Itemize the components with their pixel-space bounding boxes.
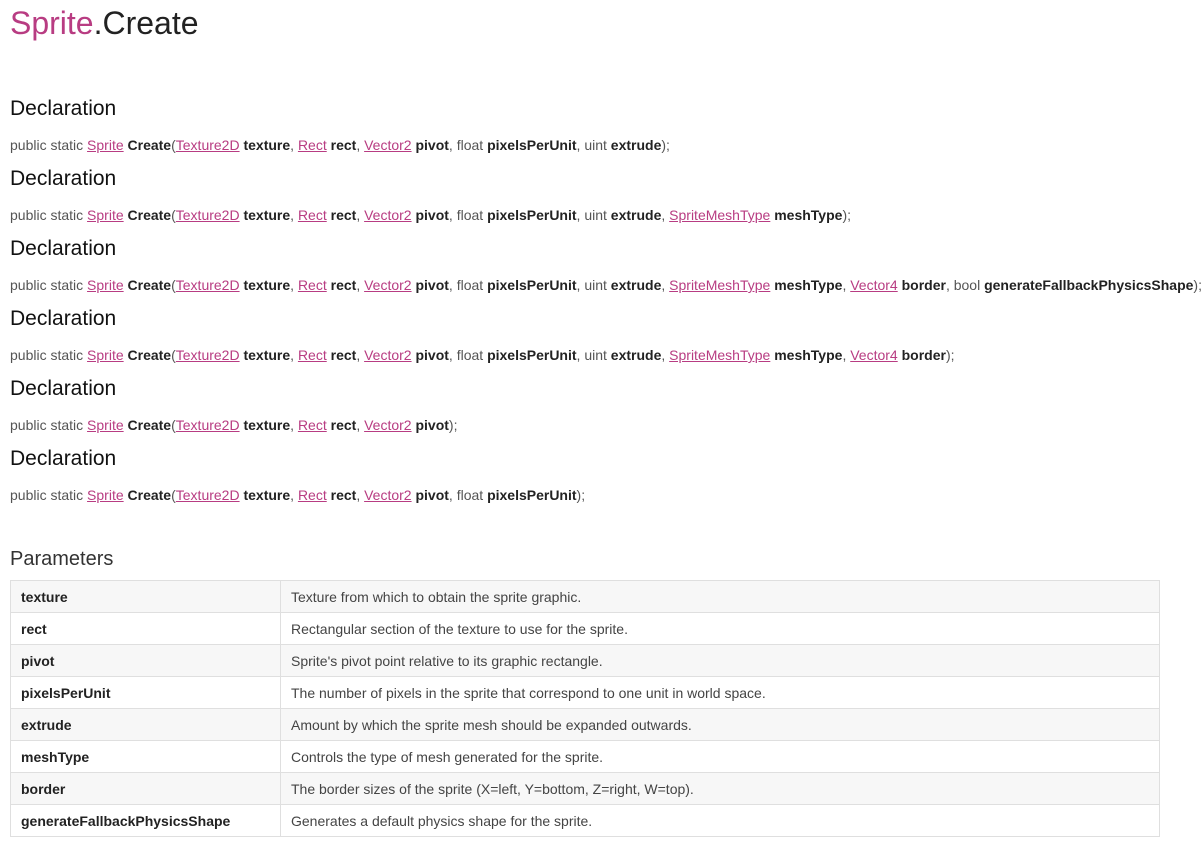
signature-text: , float [448, 277, 488, 293]
signature-text: ( [171, 347, 176, 363]
signature-identifier: pivot [411, 417, 449, 433]
signature-text: ); [945, 347, 955, 363]
type-link[interactable]: SpriteMeshType [669, 347, 771, 363]
signature-text: public static [10, 487, 88, 503]
signature-identifier: texture [239, 417, 291, 433]
signature-text: , [356, 277, 365, 293]
signature-text: , uint [576, 277, 611, 293]
parameter-description: Sprite's pivot point relative to its graphic rectangle. [281, 645, 1160, 677]
type-link[interactable]: Texture2D [175, 487, 240, 503]
page-title [10, 3, 199, 43]
signature-text: public static [10, 207, 88, 223]
signature-identifier: pivot [411, 347, 449, 363]
signature-text: ); [576, 487, 586, 503]
type-link[interactable]: Rect [297, 277, 327, 293]
signature-identifier: pixelsPerUnit [487, 207, 577, 223]
signature-text: , uint [576, 207, 611, 223]
signature-identifier: meshType [770, 207, 843, 223]
type-link[interactable]: SpriteMeshType [669, 207, 771, 223]
parameter-description: The border sizes of the sprite (X=left, Y=bottom, Z=right, W=top). [281, 773, 1160, 805]
parameter-description: Rectangular section of the texture to use for the sprite. [281, 613, 1160, 645]
signature-identifier: generateFallbackPhysicsShape [984, 277, 1194, 293]
parameter-description: The number of pixels in the sprite that correspond to one unit in world space. [281, 677, 1160, 709]
parameter-row [11, 741, 1160, 773]
signature-identifier: pixelsPerUnit [487, 277, 577, 293]
signature-identifier: texture [239, 347, 291, 363]
signature-identifier: extrude [610, 207, 662, 223]
signature-text: ( [171, 277, 176, 293]
parameters-heading: Parameters [10, 548, 114, 570]
signature-text: , [290, 347, 298, 363]
signature-text: , uint [576, 137, 611, 153]
type-link[interactable]: Texture2D [175, 207, 240, 223]
signature-text: , float [448, 347, 488, 363]
type-link[interactable]: Texture2D [175, 347, 240, 363]
signature-identifier: pivot [411, 137, 449, 153]
type-link[interactable]: Vector2 [364, 137, 412, 153]
signature-text: ); [842, 207, 851, 223]
parameters-table [10, 580, 1160, 837]
signature-identifier: border [897, 277, 946, 293]
declaration-heading: Declaration [10, 447, 117, 470]
signature-text: , [661, 207, 670, 223]
signature-identifier: extrude [610, 277, 662, 293]
signature-identifier: meshType [770, 277, 843, 293]
type-link[interactable]: Sprite [87, 417, 124, 433]
signature-identifier: Create [123, 417, 172, 433]
signature-identifier: rect [326, 487, 357, 503]
type-link[interactable]: Texture2D [175, 277, 240, 293]
signature-identifier: pixelsPerUnit [487, 347, 577, 363]
signature-text: , [842, 277, 851, 293]
signature-text: , float [448, 137, 488, 153]
signature-identifier: texture [239, 277, 291, 293]
signature-identifier: pixelsPerUnit [487, 137, 577, 153]
signature-text: ( [171, 417, 176, 433]
page-title-separator: . [93, 5, 103, 41]
parameter-row [11, 709, 1160, 741]
parameter-name: texture [11, 581, 281, 613]
signature-identifier: Create [123, 137, 172, 153]
signature-text: , [290, 417, 298, 433]
parameter-row [11, 613, 1160, 645]
signature-identifier: Create [123, 347, 172, 363]
signature-identifier: extrude [610, 347, 662, 363]
signature-text: , [356, 207, 365, 223]
signature-text: ( [171, 207, 176, 223]
type-link[interactable]: Rect [297, 487, 327, 503]
type-link[interactable]: SpriteMeshType [669, 277, 771, 293]
signature-text: , [356, 347, 365, 363]
signature-text: public static [10, 277, 88, 293]
page-title-class-link[interactable]: Sprite [10, 5, 94, 41]
parameter-name: extrude [11, 709, 281, 741]
type-link[interactable]: Sprite [87, 137, 124, 153]
declaration-signature [10, 206, 851, 224]
signature-text: public static [10, 417, 88, 433]
signature-identifier: Create [123, 277, 172, 293]
type-link[interactable]: Vector4 [850, 277, 898, 293]
signature-identifier: meshType [770, 347, 843, 363]
signature-text: , [356, 137, 365, 153]
signature-identifier: texture [239, 207, 291, 223]
parameter-description: Generates a default physics shape for the sprite. [281, 805, 1160, 837]
parameter-description: Amount by which the sprite mesh should be expanded outwards. [281, 709, 1160, 741]
signature-text: ); [1193, 277, 1202, 293]
signature-text: , [290, 277, 298, 293]
signature-text: ); [661, 137, 670, 153]
signature-text: ); [448, 417, 458, 433]
parameter-row [11, 581, 1160, 613]
type-link[interactable]: Sprite [87, 207, 124, 223]
declaration-signature [10, 346, 955, 364]
page-title-member: Create [102, 5, 199, 41]
declaration-signature [10, 486, 585, 504]
signature-identifier: rect [326, 207, 357, 223]
type-link[interactable]: Rect [297, 207, 327, 223]
signature-text: , [290, 207, 298, 223]
type-link[interactable]: Vector2 [364, 347, 412, 363]
signature-identifier: pivot [411, 277, 449, 293]
parameter-row [11, 805, 1160, 837]
type-link[interactable]: Vector4 [850, 347, 898, 363]
signature-text: ( [171, 137, 176, 153]
type-link[interactable]: Rect [297, 347, 327, 363]
signature-identifier: rect [326, 137, 357, 153]
type-link[interactable]: Sprite [87, 487, 124, 503]
type-link[interactable]: Vector2 [364, 277, 412, 293]
parameter-name: border [11, 773, 281, 805]
signature-text: , [661, 347, 670, 363]
signature-text: , [356, 487, 365, 503]
signature-text: , [661, 277, 670, 293]
parameter-row [11, 773, 1160, 805]
signature-identifier: rect [326, 417, 357, 433]
declaration-heading: Declaration [10, 307, 117, 330]
signature-text: , [356, 417, 365, 433]
signature-identifier: pivot [411, 207, 449, 223]
parameter-description: Texture from which to obtain the sprite graphic. [281, 581, 1160, 613]
signature-text: , [842, 347, 851, 363]
parameter-name: meshType [11, 741, 281, 773]
type-link[interactable]: Texture2D [175, 137, 240, 153]
signature-text: ( [171, 487, 176, 503]
parameter-name: pixelsPerUnit [11, 677, 281, 709]
parameter-row [11, 645, 1160, 677]
parameter-name: pivot [11, 645, 281, 677]
signature-text: public static [10, 137, 88, 153]
signature-identifier: extrude [610, 137, 662, 153]
signature-text: , [290, 487, 298, 503]
signature-identifier: rect [326, 277, 357, 293]
type-link[interactable]: Vector2 [364, 417, 412, 433]
signature-identifier: border [897, 347, 946, 363]
signature-text: , float [448, 207, 488, 223]
declaration-heading: Declaration [10, 167, 117, 190]
parameter-name: generateFallbackPhysicsShape [11, 805, 281, 837]
signature-identifier: rect [326, 347, 357, 363]
signature-text: public static [10, 347, 88, 363]
type-link[interactable]: Rect [297, 417, 327, 433]
type-link[interactable]: Vector2 [364, 487, 412, 503]
signature-identifier: Create [123, 487, 172, 503]
signature-identifier: pivot [411, 487, 449, 503]
parameter-name: rect [11, 613, 281, 645]
signature-text: , float [448, 487, 488, 503]
type-link[interactable]: Vector2 [364, 207, 412, 223]
declaration-heading: Declaration [10, 237, 117, 260]
signature-identifier: Create [123, 207, 172, 223]
type-link[interactable]: Rect [297, 137, 327, 153]
signature-identifier: pixelsPerUnit [487, 487, 577, 503]
declaration-heading: Declaration [10, 97, 117, 120]
type-link[interactable]: Sprite [87, 347, 124, 363]
declaration-signature [10, 276, 1202, 294]
signature-text: , [290, 137, 298, 153]
declaration-heading: Declaration [10, 377, 117, 400]
parameter-row [11, 677, 1160, 709]
signature-identifier: texture [239, 487, 291, 503]
declaration-signature [10, 416, 457, 434]
signature-text: , uint [576, 347, 611, 363]
signature-identifier: texture [239, 137, 291, 153]
type-link[interactable]: Texture2D [175, 417, 240, 433]
parameter-description: Controls the type of mesh generated for the sprite. [281, 741, 1160, 773]
declaration-signature [10, 136, 670, 154]
signature-text: , bool [945, 277, 985, 293]
type-link[interactable]: Sprite [87, 277, 124, 293]
